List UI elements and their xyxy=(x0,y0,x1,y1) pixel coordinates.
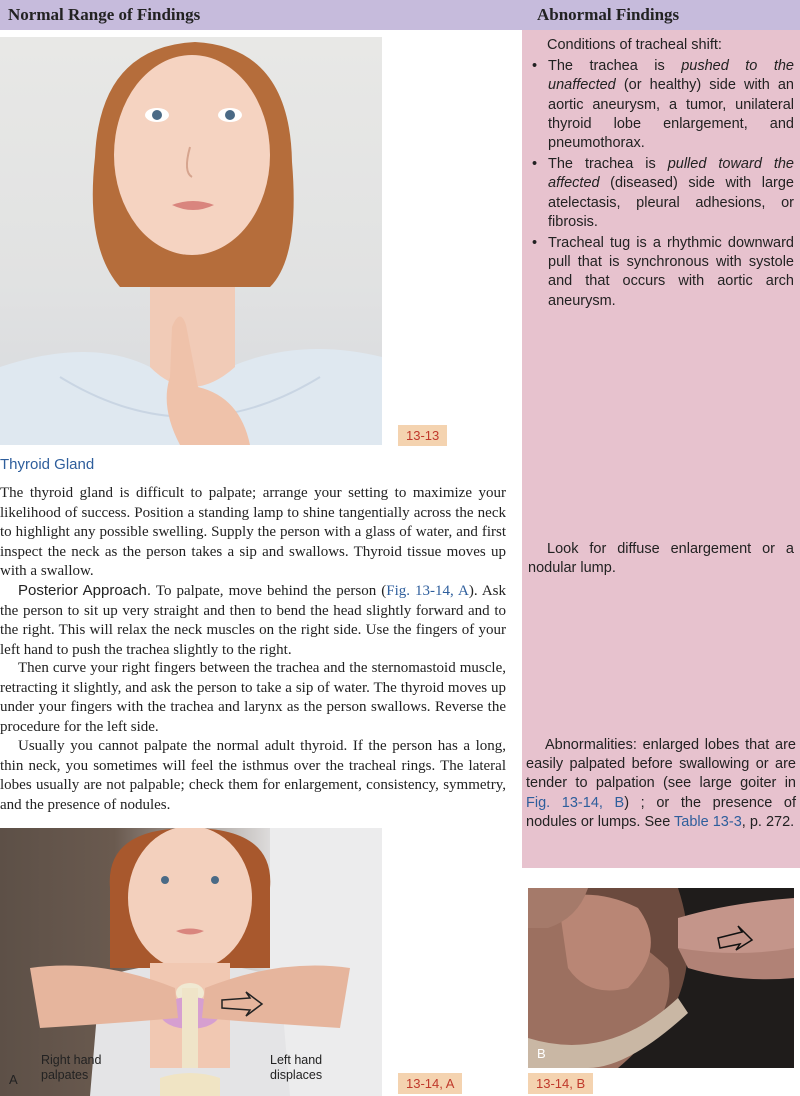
normal-thyroid-paragraph: Usually you cannot palpate the normal adult thyroid. If the person has a long, thin neck, you sometimes will feel the isthmus over the tracheal rings. The lateral lobes usually are not palpable; check them for enlargement, consistency, symmetry, and the presence of nodules. xyxy=(0,738,506,813)
figure-13-14a-label: 13-14, A xyxy=(398,1073,462,1094)
section-title-thyroid-gland: Thyroid Gland xyxy=(0,456,95,473)
abnormal-findings-heading: Abnormal Findings xyxy=(537,5,680,24)
thyroid-intro-paragraph: The thyroid gland is difficult to palpate; arrange your setting to maximize your likelihood of success. Position a standing lamp to shine tangentially across the neck to highlight any possible swelling. Supply the person with a glass of water, and first inspect the neck as the person takes a sip and swallows. Thyroid tissue moves up with a swallow. xyxy=(0,485,506,579)
right-fingers-paragraph: Then curve your right fingers between the trachea and the sternomastoid muscle, retracting it slightly, and ask the person to take a sip of water. The thyroid moves up under your fingers with the trachea and larynx as the person swallows. Reverse the procedure for the left side. xyxy=(0,660,506,735)
list-item: • The trachea is pulled toward the affected (diseased) side with large atelectasis, pleural adhesions, or fibrosis. xyxy=(528,155,794,232)
posterior-approach-paragraph: Posterior Approach. To palpate, move behind the person (Fig. 13-14, A). Ask the person to sit up very straight and then to bend the head slightly forward and to the right. This will relax the neck muscles on the right side. Use the fingers of your left hand to push the trachea slightly to the right. xyxy=(0,582,506,658)
tracheal-shift-findings xyxy=(528,36,794,311)
list-item: • Tracheal tug is a rhythmic downward pull that is synchronous with systole and that occurs with aortic arch aneurysm. xyxy=(528,234,794,311)
fig-13-14a-link[interactable]: Fig. 13-14, A xyxy=(386,583,469,599)
posterior-approach-heading: Posterior Approach. xyxy=(18,582,152,599)
figure-13-14b-photo xyxy=(528,888,794,1068)
tracheal-shift-intro: Conditions of tracheal shift: xyxy=(547,37,722,53)
list-item: • The trachea is pushed to the unaffected (or healthy) side with an aortic aneurysm, a tumor, unilateral thyroid lobe enlargement, and pneumothorax. xyxy=(528,57,794,153)
left-hand-caption: Left hand displaces xyxy=(270,1053,323,1082)
thyroid-abnormalities-note: Abnormalities: enlarged lobes that are easily palpated before swallowing or are tender to palpation (see large goiter in Fig. 13-14, B) ; or the presence of nodules or lumps. See Table 13-3, p. 272. xyxy=(526,737,797,830)
figure-13-13-photo xyxy=(0,37,382,445)
table-13-3-link[interactable]: Table 13-3 xyxy=(674,813,742,830)
figure-13-14a-photo xyxy=(0,828,382,1096)
figure-a-letter: A xyxy=(9,1072,18,1087)
figure-13-13-label: 13-13 xyxy=(398,425,447,446)
diffuse-enlargement-note: Look for diffuse enlargement or a nodular lump. xyxy=(528,541,794,577)
figure-13-14b-label: 13-14, B xyxy=(528,1073,593,1094)
figure-b-letter: B xyxy=(537,1046,546,1061)
goiter-figure-link[interactable]: Fig. 13-14, B xyxy=(526,794,625,811)
normal-findings-heading: Normal Range of Findings xyxy=(8,5,201,24)
right-hand-caption: Right hand palpates xyxy=(41,1053,102,1082)
